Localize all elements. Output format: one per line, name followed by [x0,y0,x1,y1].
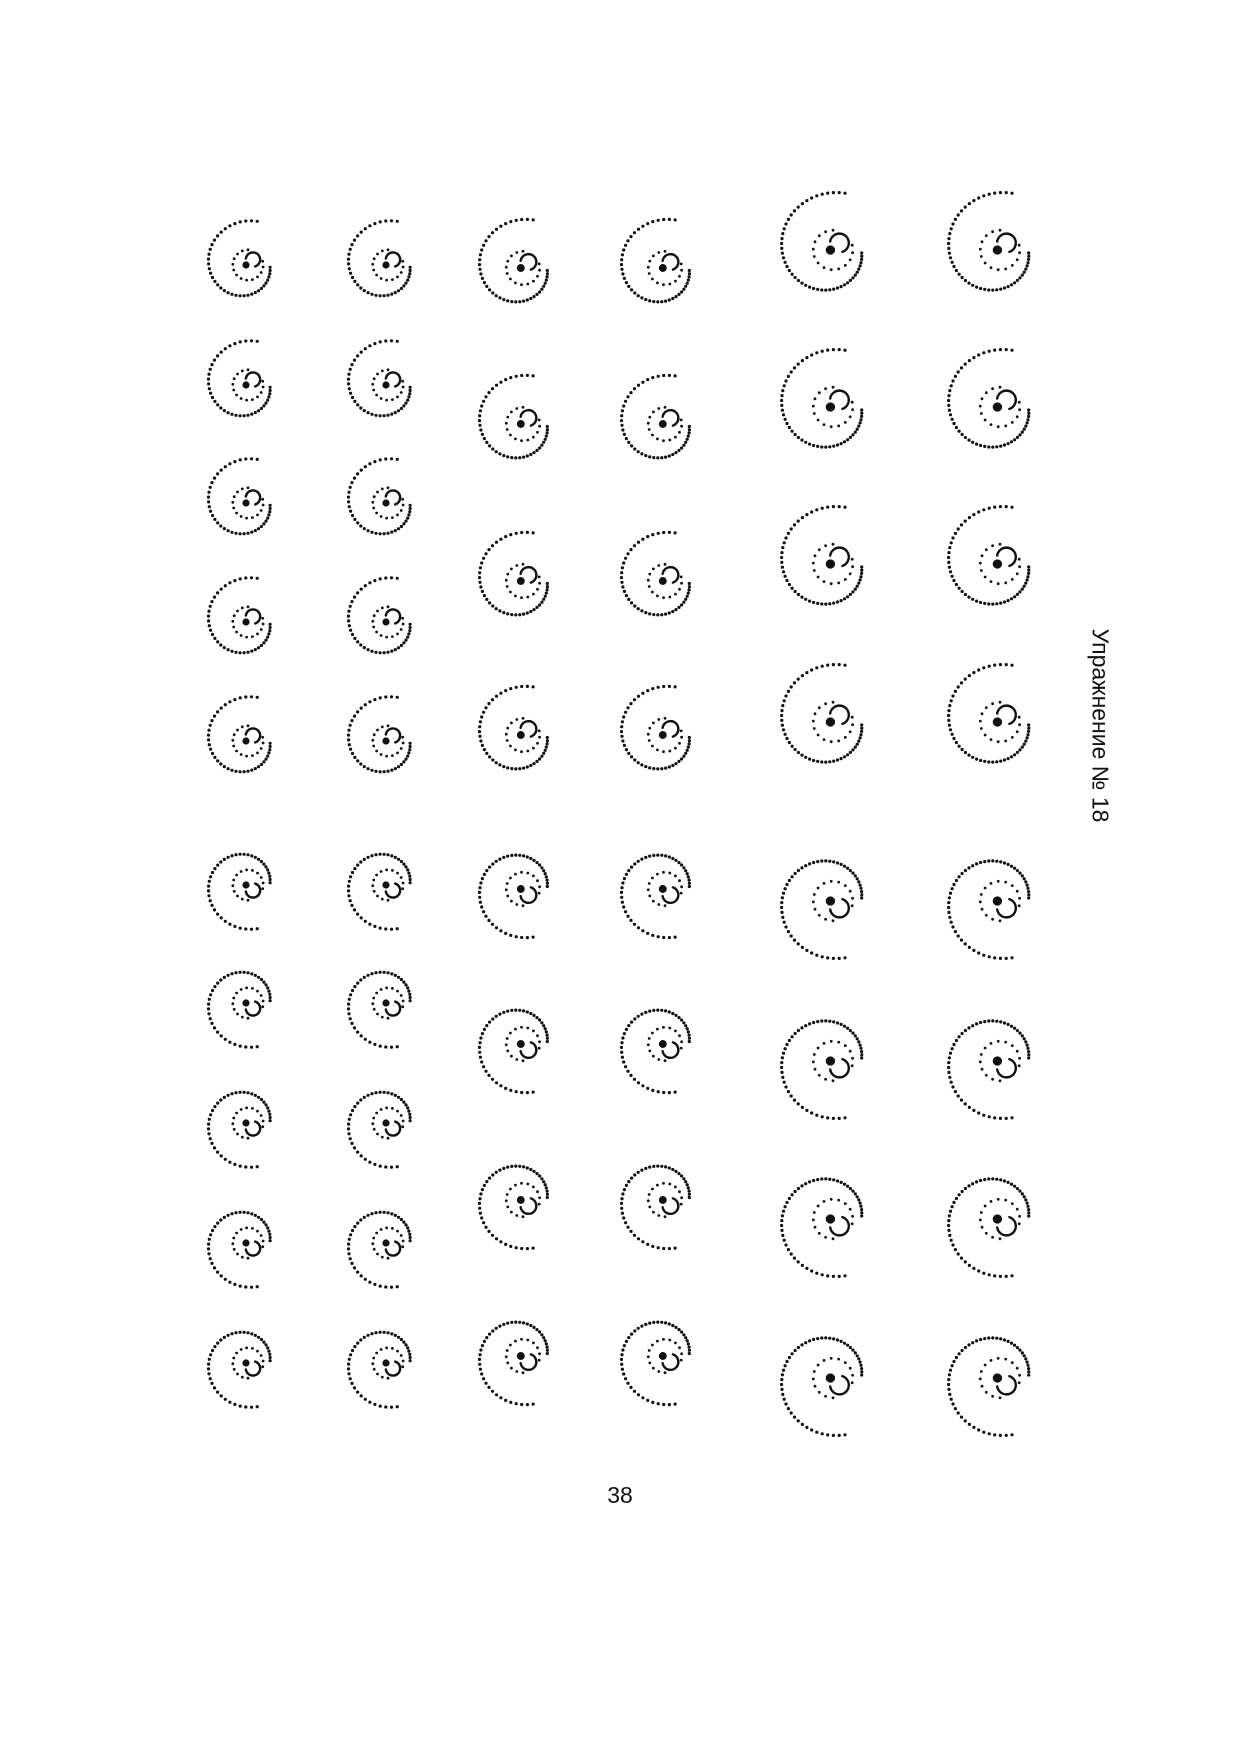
upper-spiral-c3-r1 [478,218,549,304]
lower-spiral-c6-r1 [947,859,1030,960]
upper-spiral-c1-r1 [207,219,272,297]
upper-spiral-c1-r4 [207,576,272,654]
lower-spiral-c1-r5 [207,1331,272,1409]
lower-spiral-c2-r2 [347,971,412,1049]
lower-spiral-c4-r2 [620,1009,691,1095]
upper-spiral-c4-r4 [620,685,691,771]
upper-spiral-c4-r3 [620,531,691,617]
upper-spiral-c2-r5 [347,695,412,773]
lower-spiral-c1-r2 [207,971,272,1049]
upper-spiral-c4-r2 [620,374,691,460]
lower-spiral-c5-r3 [780,1177,863,1278]
upper-spiral-c5-r2 [780,348,863,449]
upper-spiral-c2-r4 [347,576,412,654]
lower-spiral-c2-r1 [347,853,412,931]
lower-spiral-c4-r3 [620,1165,691,1251]
lower-spiral-c2-r5 [347,1331,412,1409]
upper-spiral-c6-r1 [947,191,1030,292]
lower-spiral-c1-r1 [207,853,272,931]
lower-spiral-c6-r4 [947,1336,1030,1437]
upper-spiral-c5-r4 [780,663,863,764]
upper-spiral-c2-r3 [347,457,412,535]
lower-spiral-c5-r4 [780,1336,863,1437]
upper-spiral-c1-r3 [207,457,272,535]
lower-spiral-c5-r1 [780,859,863,960]
upper-spiral-c2-r2 [347,339,412,417]
lower-spiral-c1-r4 [207,1211,272,1289]
upper-spiral-c1-r5 [207,695,272,773]
lower-spiral-c3-r1 [478,854,549,940]
lower-spiral-c3-r2 [478,1009,549,1095]
exercise-title: Упражнение № 18 [1087,628,1114,823]
upper-spiral-c6-r4 [947,663,1030,764]
lower-spiral-c5-r2 [780,1019,863,1120]
lower-spiral-c4-r4 [620,1321,691,1407]
lower-spiral-c3-r4 [478,1321,549,1407]
upper-spiral-c6-r3 [947,505,1030,606]
lower-spiral-c3-r3 [478,1165,549,1251]
upper-spiral-c5-r3 [780,505,863,606]
upper-spiral-c3-r2 [478,374,549,460]
lower-spiral-c1-r3 [207,1091,272,1169]
upper-spiral-c3-r4 [478,685,549,771]
lower-spiral-c2-r3 [347,1091,412,1169]
upper-spiral-c5-r1 [780,191,863,292]
lower-spiral-c6-r2 [947,1019,1030,1120]
page-number: 38 [607,1482,633,1508]
lower-spiral-c2-r4 [347,1211,412,1289]
upper-spiral-c2-r1 [347,219,412,297]
upper-spiral-c3-r3 [478,531,549,617]
lower-spiral-c6-r3 [947,1177,1030,1278]
upper-spiral-c1-r2 [207,339,272,417]
upper-spiral-c4-r1 [620,218,691,304]
upper-spiral-c6-r2 [947,348,1030,449]
lower-spiral-c4-r1 [620,854,691,940]
